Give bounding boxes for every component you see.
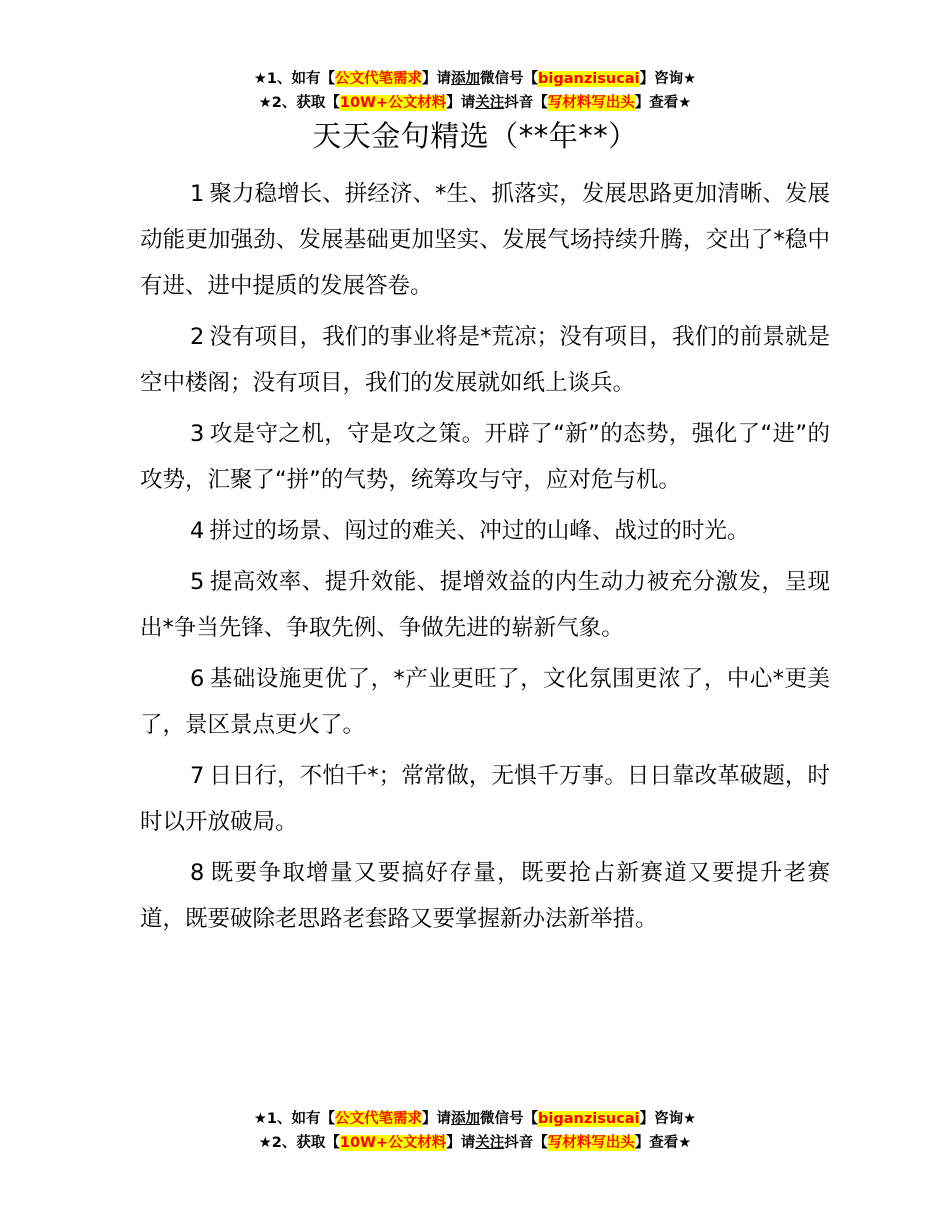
banner-text: 微信号【: [480, 71, 539, 87]
paragraph-number: 7: [190, 763, 205, 789]
footer-banner: [0, 1107, 950, 1155]
banner-text: 】咨询★: [639, 71, 697, 87]
banner-text: 】请: [446, 1135, 476, 1151]
paragraph-number: 5: [190, 569, 205, 595]
paragraph-text: 攻是守之机，守是攻之策。开辟了“新”的态势，强化了“进”的攻势，汇聚了“拼”的气势，统筹攻与守，应对危与机。: [140, 421, 830, 493]
banner-text: ★1、如有【: [253, 71, 336, 87]
highlight-wechat-id: biganzisucai: [538, 71, 640, 87]
banner-text: ★2、获取【: [258, 95, 340, 111]
highlight-materials: 10W+公文材料: [339, 1135, 447, 1151]
banner-emphasis: 添加: [451, 1111, 481, 1127]
banner-line-1: [0, 67, 950, 91]
paragraph: [140, 508, 830, 554]
paragraph: [140, 656, 830, 748]
banner-text: 微信号【: [480, 1111, 539, 1127]
banner-text: 】请: [422, 71, 452, 87]
banner-emphasis: 关注: [475, 95, 505, 111]
paragraph: [140, 850, 830, 942]
paragraph: [140, 411, 830, 503]
highlight-douyin-account: 写材料写出头: [547, 1135, 635, 1151]
paragraph-number: 8: [190, 860, 205, 886]
paragraph-text: 聚力稳增长、拼经济、*生、抓落实，发展思路更加清晰、发展动能更加强劲、发展基础更加坚实、发展气场持续升腾，交出了*稳中有进、进中提质的发展答卷。: [140, 181, 830, 299]
highlight-service: 公文代笔需求: [335, 71, 423, 87]
paragraph-number: 4: [190, 518, 205, 544]
paragraph: [140, 171, 830, 309]
banner-text: 】请: [422, 1111, 452, 1127]
banner-text: 】咨询★: [639, 1111, 697, 1127]
highlight-service: 公文代笔需求: [335, 1111, 423, 1127]
banner-line-2: [0, 91, 950, 115]
paragraph-text: 日日行，不怕千*；常常做，无惧千万事。日日靠改革破题，时时以开放破局。: [140, 763, 830, 835]
document-body: [140, 171, 830, 947]
paragraph-number: 6: [190, 666, 205, 692]
paragraph-text: 基础设施更优了，*产业更旺了，文化氛围更浓了，中心*更美了，景区景点更火了。: [140, 666, 830, 738]
highlight-materials: 10W+公文材料: [339, 95, 447, 111]
banner-text: ★2、获取【: [258, 1135, 340, 1151]
banner-line-1: [0, 1107, 950, 1131]
banner-emphasis: 关注: [475, 1135, 505, 1151]
paragraph-text: 拼过的场景、闯过的难关、冲过的山峰、战过的时光。: [209, 518, 750, 544]
paragraph-number: 2: [190, 324, 205, 350]
banner-text: 】查看★: [634, 1135, 692, 1151]
header-banner: [0, 67, 950, 115]
paragraph-text: 没有项目，我们的事业将是*荒凉；没有项目，我们的前景就是空中楼阁；没有项目，我们的发展就如纸上谈兵。: [140, 324, 830, 396]
paragraph: [140, 314, 830, 406]
paragraph-number: 3: [190, 421, 205, 447]
banner-line-2: [0, 1131, 950, 1155]
paragraph-number: 1: [190, 181, 205, 207]
highlight-wechat-id: biganzisucai: [538, 1111, 640, 1127]
banner-emphasis: 添加: [451, 71, 481, 87]
page-title: 天天金句精选（**年**）: [312, 119, 638, 153]
paragraph-text: 提高效率、提升效能、提增效益的内生动力被充分激发，呈现出*争当先锋、争取先例、争做先进的崭新气象。: [140, 569, 830, 641]
banner-text: 抖音【: [504, 95, 548, 111]
paragraph: [140, 559, 830, 651]
banner-text: 】请: [446, 95, 476, 111]
paragraph-text: 既要争取增量又要搞好存量，既要抢占新赛道又要提升老赛道，既要破除老思路老套路又要掌握新办法新举措。: [140, 860, 830, 932]
highlight-douyin-account: 写材料写出头: [547, 95, 635, 111]
banner-text: 抖音【: [504, 1135, 548, 1151]
banner-text: ★1、如有【: [253, 1111, 336, 1127]
banner-text: 】查看★: [634, 95, 692, 111]
paragraph: [140, 753, 830, 845]
